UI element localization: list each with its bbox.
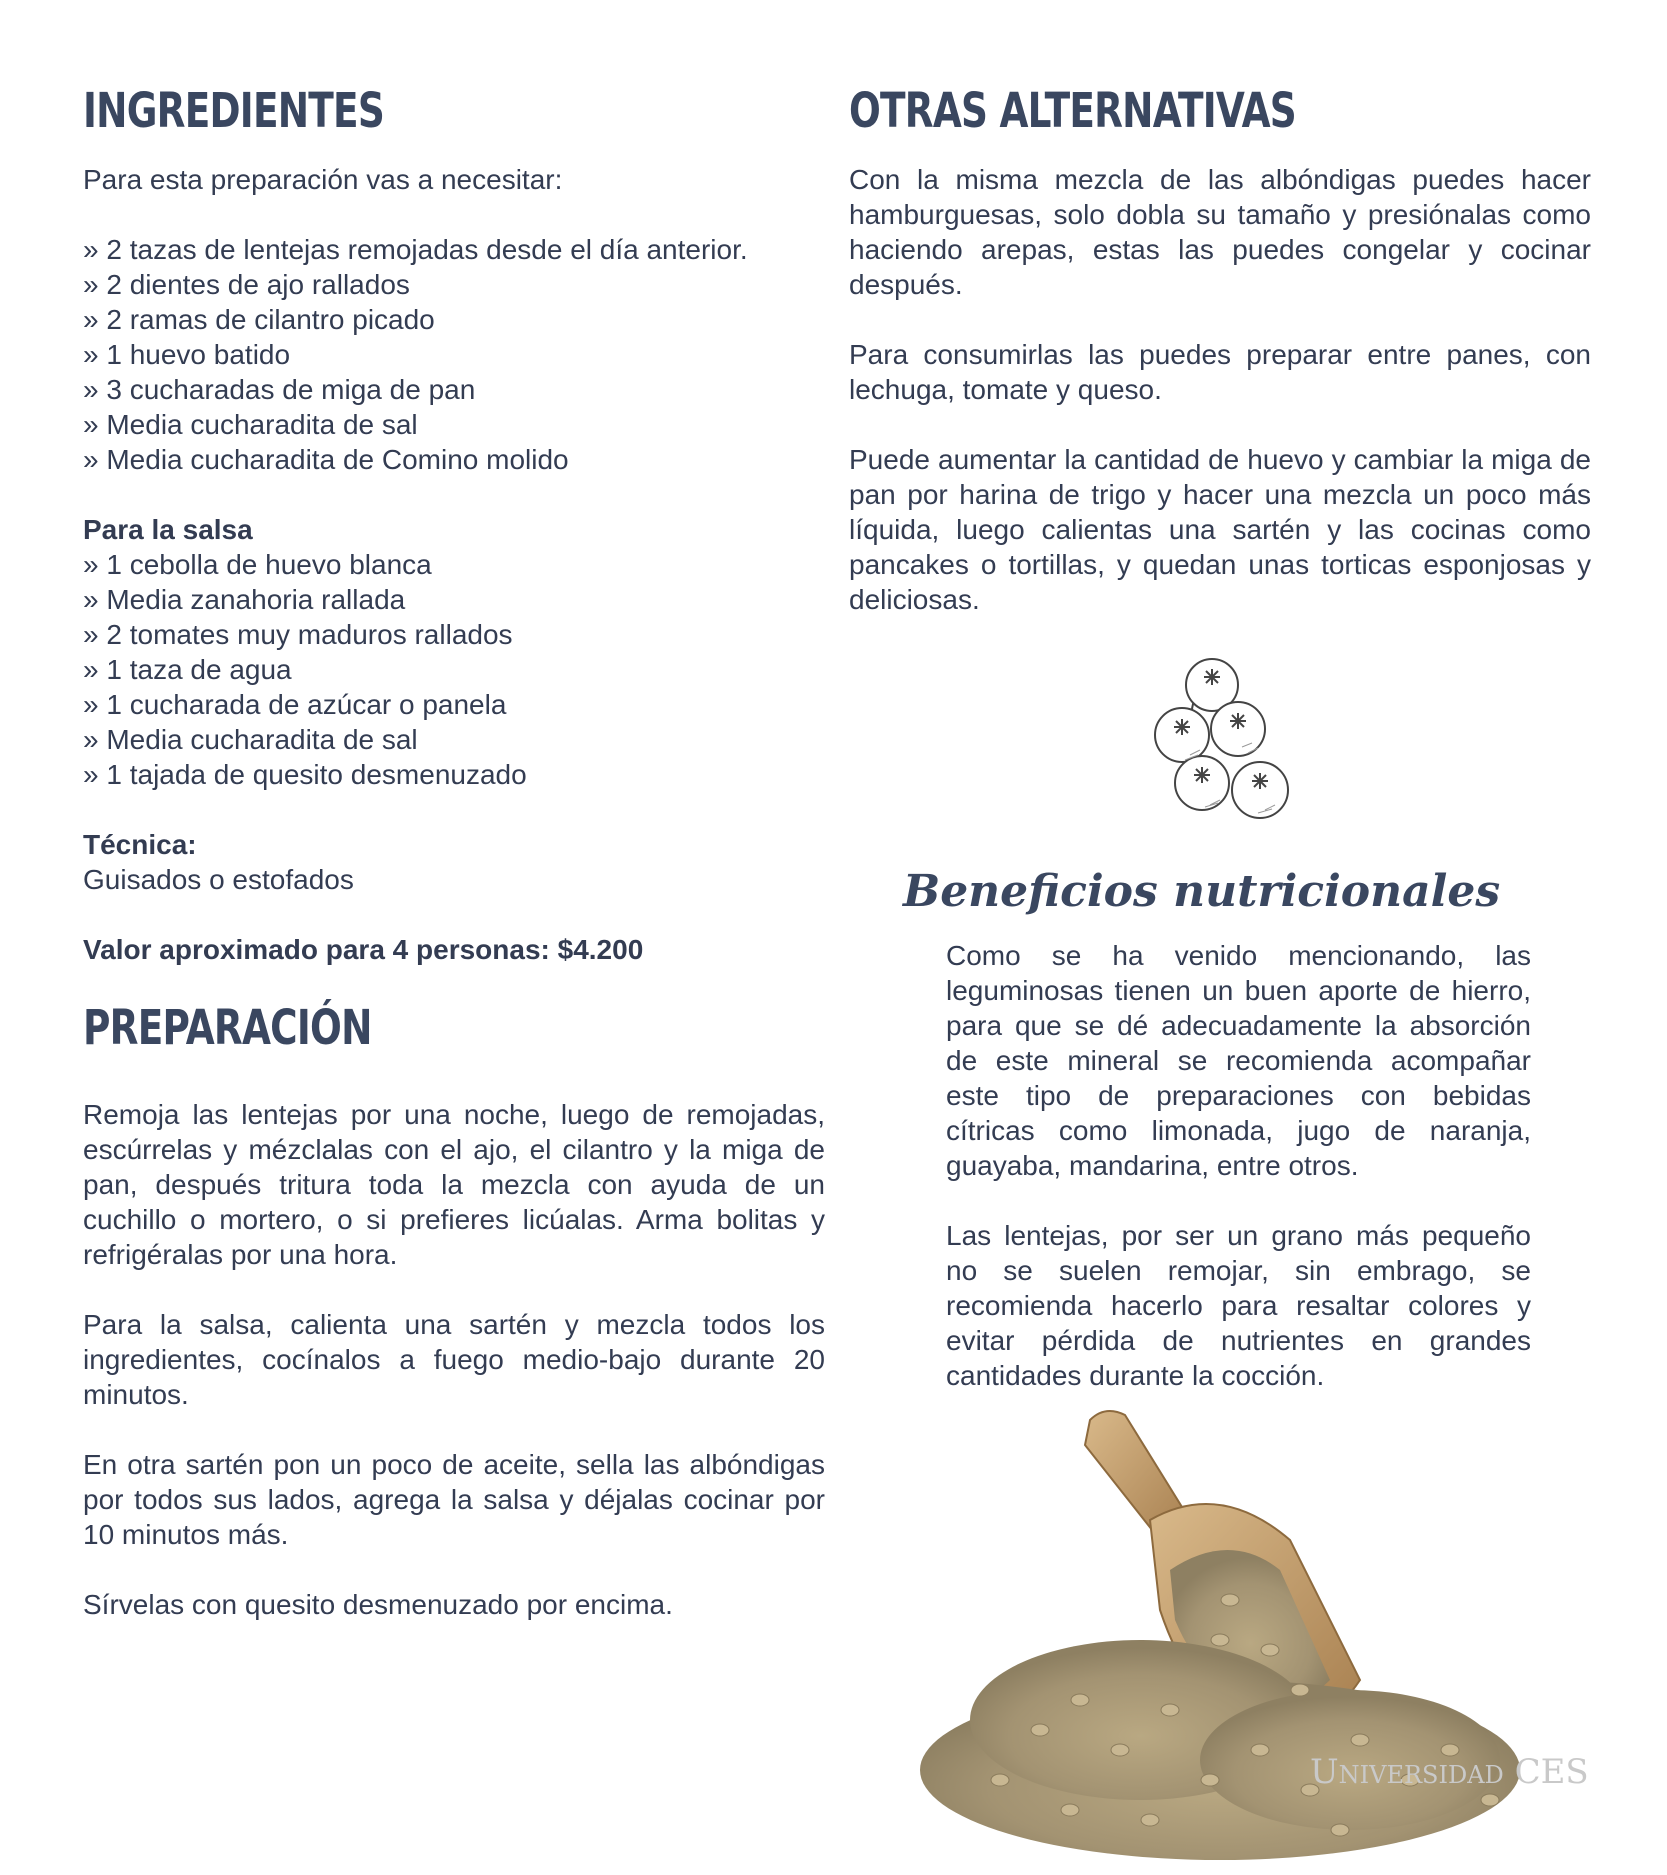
preparacion-paragraph: Para la salsa, calienta una sartén y mezcla todos los ingredientes, cocínalos a fuego medio-bajo durante 20 minutos. xyxy=(83,1309,825,1410)
tomato-icon xyxy=(1140,655,1300,830)
alternativas-paragraph: Puede aumentar la cantidad de huevo y cambiar la miga de pan por harina de trigo y hacer una mezcla un poco más líquida, luego calientas una sartén y las cocinas como pancakes o tortillas, y quedan unas torticas esponjosas y deliciosas. xyxy=(849,444,1591,615)
list-item: » 1 taza de agua xyxy=(83,652,825,687)
preparacion-paragraph: En otra sartén pon un poco de aceite, sella las albóndigas por todos sus lados, agrega la salsa y déjalas cocinar por 10 minutos más. xyxy=(83,1449,825,1550)
list-item: » 1 cucharada de azúcar o panela xyxy=(83,687,825,722)
beneficios-body xyxy=(946,938,1531,1393)
preparacion-paragraph: Sírvelas con quesito desmenuzado por encima. xyxy=(83,1589,673,1620)
list-item: » 2 tomates muy maduros rallados xyxy=(83,617,825,652)
salsa-title: Para la salsa xyxy=(83,514,253,545)
ingredientes-intro: Para esta preparación vas a necesitar: xyxy=(83,164,563,195)
salsa-list xyxy=(83,547,825,792)
left-column xyxy=(83,80,825,1622)
preparacion-title: PREPARACIÓN xyxy=(83,1000,372,1056)
list-item: » 2 ramas de cilantro picado xyxy=(83,302,825,337)
ingredientes-title: INGREDIENTES xyxy=(83,83,385,139)
list-item: » Media zanahoria rallada xyxy=(83,582,825,617)
preparacion-paragraph: Remoja las lentejas por una noche, luego de remojadas, escúrrelas y mézclalas con el ajo, el cilantro y la miga de pan, después tritura toda la mezcla con ayuda de un cuchillo o mortero, o si prefieres licúalas. Arma bolitas y refrigéralas por una hora. xyxy=(83,1099,825,1270)
ingredient-list xyxy=(83,232,825,477)
right-column xyxy=(849,80,1591,617)
beneficios-paragraph: Como se ha venido mencionando, las leguminosas tienen un buen aporte de hierro, para que se dé adecuadamente la absorción de este mineral se recomienda acompañar este tipo de preparaciones con bebidas cítricas como limonada, jugo de naranja, guayaba, mandarina, entre otros. xyxy=(946,940,1531,1181)
list-item: » 1 tajada de quesito desmenuzado xyxy=(83,757,825,792)
list-item: » 2 dientes de ajo rallados xyxy=(83,267,825,302)
lentils-scoop-icon xyxy=(890,1400,1630,1870)
tecnica-value: Guisados o estofados xyxy=(83,864,354,895)
tomato-illustration xyxy=(1140,655,1300,830)
tecnica-label: Técnica: xyxy=(83,829,197,860)
list-item: » Media cucharadita de Comino molido xyxy=(83,442,825,477)
list-item: » 2 tazas de lentejas remojadas desde el día anterior. xyxy=(83,232,825,267)
beneficios-paragraph: Las lentejas, por ser un grano más pequeño no se suelen remojar, sin embrago, se recomienda hacerlo para resaltar colores y evitar pérdida de nutrientes en grandes cantidades durante la cocción. xyxy=(946,1220,1531,1391)
watermark: Universidad CES xyxy=(1310,1752,1589,1792)
list-item: » 3 cucharadas de miga de pan xyxy=(83,372,825,407)
list-item: » 1 huevo batido xyxy=(83,337,825,372)
list-item: » Media cucharadita de sal xyxy=(83,407,825,442)
list-item: » 1 cebolla de huevo blanca xyxy=(83,547,825,582)
valor-aproximado: Valor aproximado para 4 personas: $4.200 xyxy=(83,934,644,965)
alternativas-title: OTRAS ALTERNATIVAS xyxy=(849,83,1296,139)
alternativas-paragraph: Con la misma mezcla de las albóndigas puedes hacer hamburguesas, solo dobla su tamaño y presiónalas como haciendo arepas, estas las puedes congelar y cocinar después. xyxy=(849,164,1591,300)
alternativas-paragraph: Para consumirlas las puedes preparar entre panes, con lechuga, tomate y queso. xyxy=(849,339,1591,405)
list-item: » Media cucharadita de sal xyxy=(83,722,825,757)
lentils-photo xyxy=(890,1400,1630,1870)
beneficios-title: Beneficios nutricionales xyxy=(903,866,1501,917)
